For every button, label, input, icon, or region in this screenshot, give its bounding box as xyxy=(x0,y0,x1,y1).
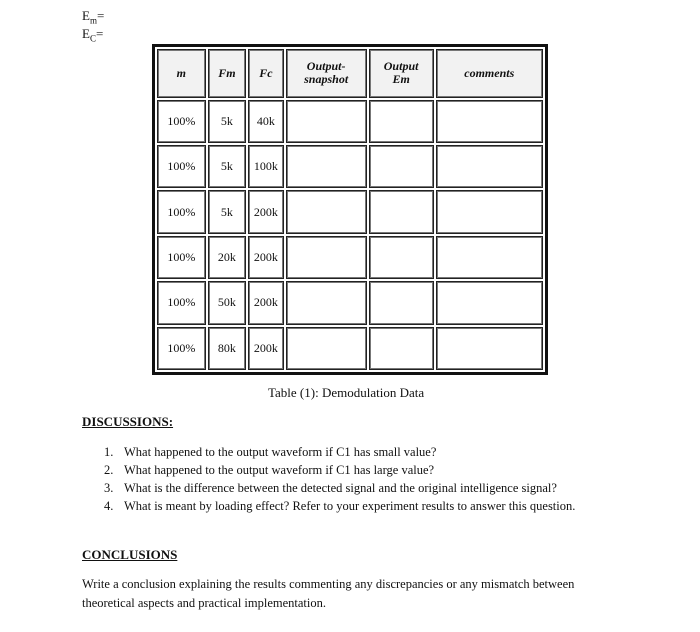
cell-fm: 5k xyxy=(208,145,247,188)
table-row xyxy=(157,281,543,324)
conclusions-text: Write a conclusion explaining the results commenting any discrepancies or any mismatch between theoretical aspects and practical implementation. xyxy=(82,577,575,610)
cell-output-em[interactable] xyxy=(369,327,434,370)
demodulation-table xyxy=(152,44,548,375)
cell-output-em[interactable] xyxy=(369,100,434,143)
cell-m: 100% xyxy=(157,327,206,370)
cell-fm: 80k xyxy=(208,327,247,370)
cell-output-em[interactable] xyxy=(369,236,434,279)
table-row xyxy=(157,236,543,279)
cell-comments[interactable] xyxy=(436,100,543,143)
header-comments: comments xyxy=(436,49,543,98)
header-output-em: Output Em xyxy=(369,49,434,98)
cell-fc: 200k xyxy=(248,281,283,324)
cell-comments[interactable] xyxy=(436,327,543,370)
cell-fm: 5k xyxy=(208,100,247,143)
header-fm: Fm xyxy=(208,49,247,98)
cell-comments[interactable] xyxy=(436,190,543,233)
table-row xyxy=(157,190,543,233)
header-output-snapshot: Output- snapshot xyxy=(286,49,367,98)
header-m: m xyxy=(157,49,206,98)
cell-m: 100% xyxy=(157,190,206,233)
cell-output-em[interactable] xyxy=(369,281,434,324)
table-caption: Table (1): Demodulation Data xyxy=(268,385,425,400)
discussions-heading: DISCUSSIONS: xyxy=(82,414,174,429)
list-item: 2. What happened to the output waveform if C1 has large value? xyxy=(104,463,435,477)
cell-output-snapshot[interactable] xyxy=(286,145,367,188)
cell-fm: 50k xyxy=(208,281,247,324)
cell-fc: 100k xyxy=(248,145,283,188)
ec-equation: $E_C=$ xyxy=(82,26,104,44)
cell-output-em[interactable] xyxy=(369,190,434,233)
table-row xyxy=(157,327,543,370)
conclusions-heading: CONCLUSIONS xyxy=(82,547,178,562)
cell-fc: 40k xyxy=(248,100,283,143)
cell-output-snapshot[interactable] xyxy=(286,281,367,324)
cell-m: 100% xyxy=(157,145,206,188)
cell-m: 100% xyxy=(157,100,206,143)
cell-fm: 20k xyxy=(208,236,247,279)
cell-m: 100% xyxy=(157,236,206,279)
cell-fm: 5k xyxy=(208,190,247,233)
list-item: 3. What is the difference between the detected signal and the original intelligence signal? xyxy=(104,481,557,495)
cell-fc: 200k xyxy=(248,190,283,233)
cell-comments[interactable] xyxy=(436,145,543,188)
cell-output-snapshot[interactable] xyxy=(286,236,367,279)
discussion-questions xyxy=(104,443,614,515)
list-item: 1. What happened to the output waveform if C1 has small value? xyxy=(104,445,437,459)
cell-comments[interactable] xyxy=(436,281,543,324)
cell-fc: 200k xyxy=(248,236,283,279)
cell-output-snapshot[interactable] xyxy=(286,190,367,233)
cell-output-snapshot[interactable] xyxy=(286,100,367,143)
table-header-row xyxy=(157,49,543,98)
table-row xyxy=(157,100,543,143)
table-row xyxy=(157,145,543,188)
cell-output-snapshot[interactable] xyxy=(286,327,367,370)
header-fc: Fc xyxy=(248,49,283,98)
cell-comments[interactable] xyxy=(436,236,543,279)
em-equation: $E_m=$ xyxy=(82,8,105,26)
list-item: 4. What is meant by loading effect? Refer to your experiment results to answer this question. xyxy=(104,499,576,513)
cell-m: 100% xyxy=(157,281,206,324)
cell-output-em[interactable] xyxy=(369,145,434,188)
cell-fc: 200k xyxy=(248,327,283,370)
